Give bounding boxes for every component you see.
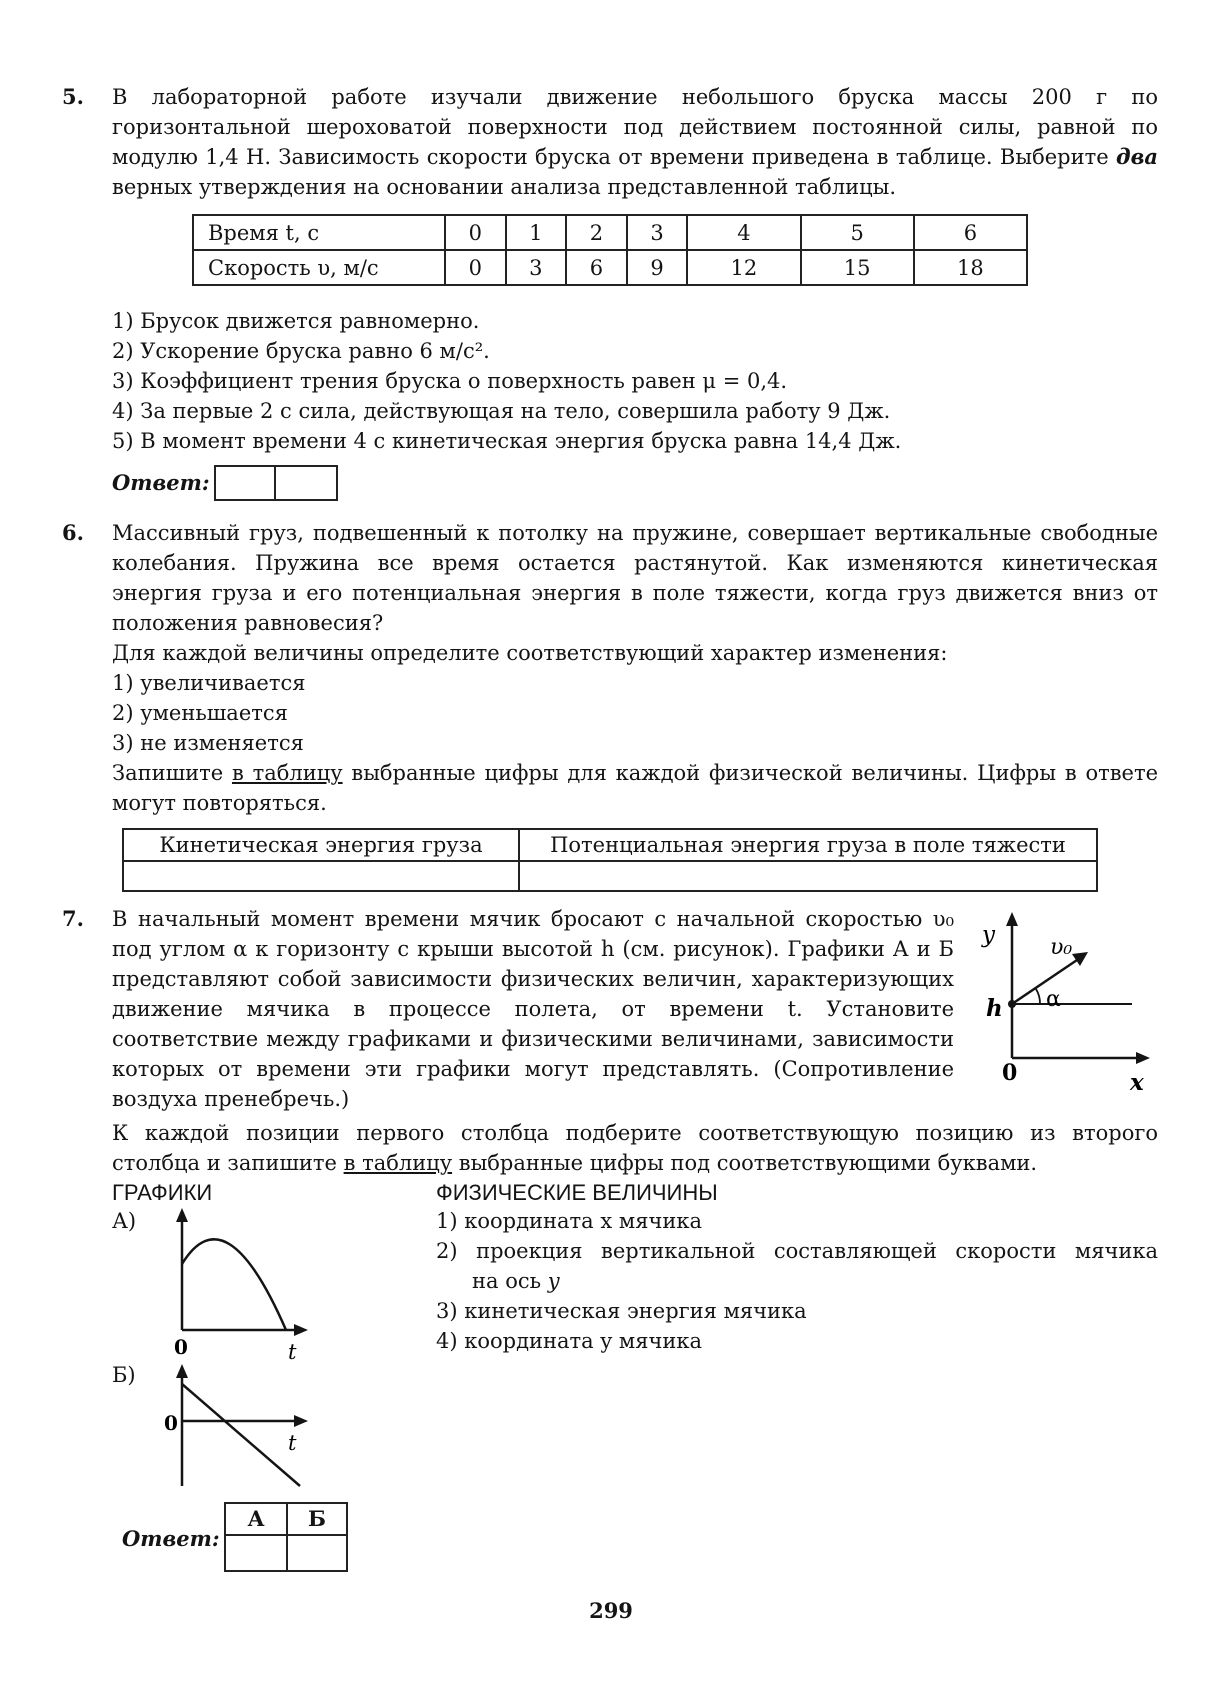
figure-x-label: x [1130, 1069, 1144, 1095]
task7-answer-cell-a[interactable] [225, 1535, 287, 1571]
task7-answer-label: Ответ: [122, 1526, 220, 1551]
task6-answer-potential[interactable] [519, 861, 1097, 891]
graph-b-zero-label: 0 [164, 1411, 178, 1435]
task5-table-cell: 4 [687, 215, 800, 250]
task7-graph-a [160, 1206, 320, 1366]
task5-table-cell: 1 [506, 215, 567, 250]
task7-match-link: в таблицу [343, 1151, 453, 1175]
task6-header-kinetic: Кинетическая энергия груза [123, 829, 519, 861]
task5-option-2: 2) Ускорение бруска равно 6 м/с². [112, 339, 490, 363]
task6-option-3: 3) не изменяется [112, 731, 304, 755]
task7-graph-b [160, 1362, 320, 1492]
task7-answer-col-b: Б [287, 1503, 347, 1535]
task7-answer-input-row [225, 1535, 347, 1571]
task6-write-after: выбранные цифры для каждой физической величины. Цифры в ответе могут повторяться. [112, 761, 1159, 815]
task6-instruction: Для каждой величины определите соответствующий характер изменения: [112, 641, 948, 665]
task6-answer-table-header [123, 829, 1097, 861]
task5-table-cell: 15 [801, 250, 914, 285]
task5-table-cell: 0 [445, 215, 506, 250]
task5-text-before: В лабораторной работе изучали движение небольшого бруска массы 200 г по горизонтальной шероховатой поверхности под действием постоянной силы, равной по модулю 1,4 Н. Зависимость скорости бруска от времени приведена в таблице. Выберите [112, 85, 1158, 169]
task5-table-cell: 2 [566, 215, 627, 250]
task5-table-cell: 6 [566, 250, 627, 285]
graph-a-y-arrow-icon [176, 1208, 188, 1222]
task5-answer-cell-2[interactable] [274, 465, 338, 501]
task6-answer-kinetic[interactable] [123, 861, 519, 891]
task5-table-cell: 6 [914, 215, 1027, 250]
task7-text: В начальный момент времени мячик бросают с начальной скоростью υ₀ под углом α к горизонту с крыши высотой h (см. рисунок). Графики А и Б представляют собой зависимости физических величин, характеризующих движение мячика в процессе полета, от времени t. Установите соответствие между графиками и физическими величинами, зависимости которых от времени эти графики могут представлять. (Сопротивление воздуха пренебречь.) [112, 907, 954, 1111]
figure-alpha-label: α [1046, 987, 1061, 1012]
task5-table [192, 214, 1028, 286]
figure-h-label: h [986, 995, 1003, 1022]
task7-answer-col-a: А [225, 1503, 287, 1535]
task7-answer-cell-b[interactable] [287, 1535, 347, 1571]
task7-match-after: выбранные цифры под соответствующими буквами. [452, 1151, 1038, 1175]
task6-write-link: в таблицу [231, 761, 343, 785]
task5-table-cell: 3 [627, 215, 688, 250]
figure-v0-label: υ₀ [1050, 935, 1073, 960]
task5-option-3: 3) Коэффициент трения бруска о поверхность равен μ = 0,4. [112, 369, 788, 393]
task5-text-after: верных утверждения на основании анализа представленной таблицы. [112, 175, 897, 199]
graph-b-line [182, 1384, 300, 1486]
task6-option-2: 2) уменьшается [112, 701, 288, 725]
task6-option-1: 1) увеличивается [112, 671, 306, 695]
figure-y-arrow-icon [1006, 912, 1018, 926]
task5-table-cell: 3 [506, 250, 567, 285]
task6-write-before: Запишите [112, 761, 232, 785]
task6-text: Массивный груз, подвешенный к потолку на пружине, совершает вертикальные свободные колебания. Пружина все время остается растянутой. Как изменяются кинетическая энергия груза и его потенциальная энергия в поле тяжести, когда груз движется вниз от положения равновесия? [112, 521, 1158, 635]
task5-table-cell: 12 [687, 250, 800, 285]
task7-match-before: К каждой позиции первого столбца подберите соответствующую позицию из второго столбца и запишите [112, 1121, 1158, 1175]
task7-quantity-3: 3) кинетическая энергия мячика [436, 1299, 807, 1323]
task5-text [112, 82, 1158, 202]
graph-b-t-label: t [288, 1431, 297, 1455]
figure-velocity-arrow-icon [1072, 952, 1088, 966]
task5-text-emph: два [1116, 144, 1158, 169]
task7-number: 7. [62, 906, 84, 931]
task6-answer-table-row [123, 861, 1097, 891]
task5-table-row-speed [193, 250, 1027, 285]
figure-angle-arc [1036, 989, 1040, 1004]
task5-answer-label: Ответ: [112, 470, 210, 495]
task7-quantity-1: 1) координата x мячика [436, 1209, 702, 1233]
task7-throw-figure [972, 910, 1152, 1095]
task7-graph-a-label: А) [112, 1209, 137, 1233]
graph-a-t-arrow-icon [294, 1324, 308, 1336]
task6-write-instruction [112, 758, 1158, 818]
task7-answer-header-row [225, 1503, 347, 1535]
figure-y-label: y [982, 922, 995, 948]
task5-table-cell: 9 [627, 250, 688, 285]
task6-answer-table [122, 828, 1098, 892]
task5-table-label-speed: Скорость υ, м/с [193, 250, 445, 285]
task7-quantities-header: ФИЗИЧЕСКИЕ ВЕЛИЧИНЫ [436, 1180, 718, 1205]
graph-a-zero-label: 0 [174, 1335, 188, 1359]
task5-table-row-time [193, 215, 1027, 250]
task7-graphs-header: ГРАФИКИ [112, 1180, 213, 1205]
page-number: 299 [589, 1598, 633, 1623]
task7-quantity-2-line2: на ось y [472, 1269, 560, 1293]
figure-x-arrow-icon [1136, 1052, 1150, 1064]
task7-quantity-2-line1: 2) проекция вертикальной составляющей скорости мячика [436, 1239, 1158, 1263]
task7-graph-b-label: Б) [112, 1363, 136, 1387]
graph-a-curve [182, 1239, 286, 1330]
task5-answer-cell-1[interactable] [214, 465, 276, 501]
task5-option-5: 5) В момент времени 4 с кинетическая энергия бруска равна 14,4 Дж. [112, 429, 902, 453]
task5-table-cell: 0 [445, 250, 506, 285]
task7-match-instruction [112, 1118, 1158, 1178]
task5-option-4: 4) За первые 2 с сила, действующая на тело, совершила работу 9 Дж. [112, 399, 891, 423]
task5-number: 5. [62, 84, 84, 109]
task5-table-label-time: Время t, с [193, 215, 445, 250]
task6-header-potential: Потенциальная энергия груза в поле тяжести [519, 829, 1097, 861]
task7-answer-table [224, 1502, 348, 1572]
graph-b-t-arrow-icon [294, 1415, 308, 1427]
task5-option-1: 1) Брусок движется равномерно. [112, 309, 480, 333]
task7-quantity-4: 4) координата y мячика [436, 1329, 702, 1353]
graph-b-y-arrow-icon [176, 1364, 188, 1378]
task5-table-cell: 5 [801, 215, 914, 250]
task6-number: 6. [62, 520, 84, 545]
graph-a-t-label: t [288, 1340, 297, 1364]
figure-zero-label: 0 [1002, 1060, 1018, 1086]
task5-table-cell: 18 [914, 250, 1027, 285]
